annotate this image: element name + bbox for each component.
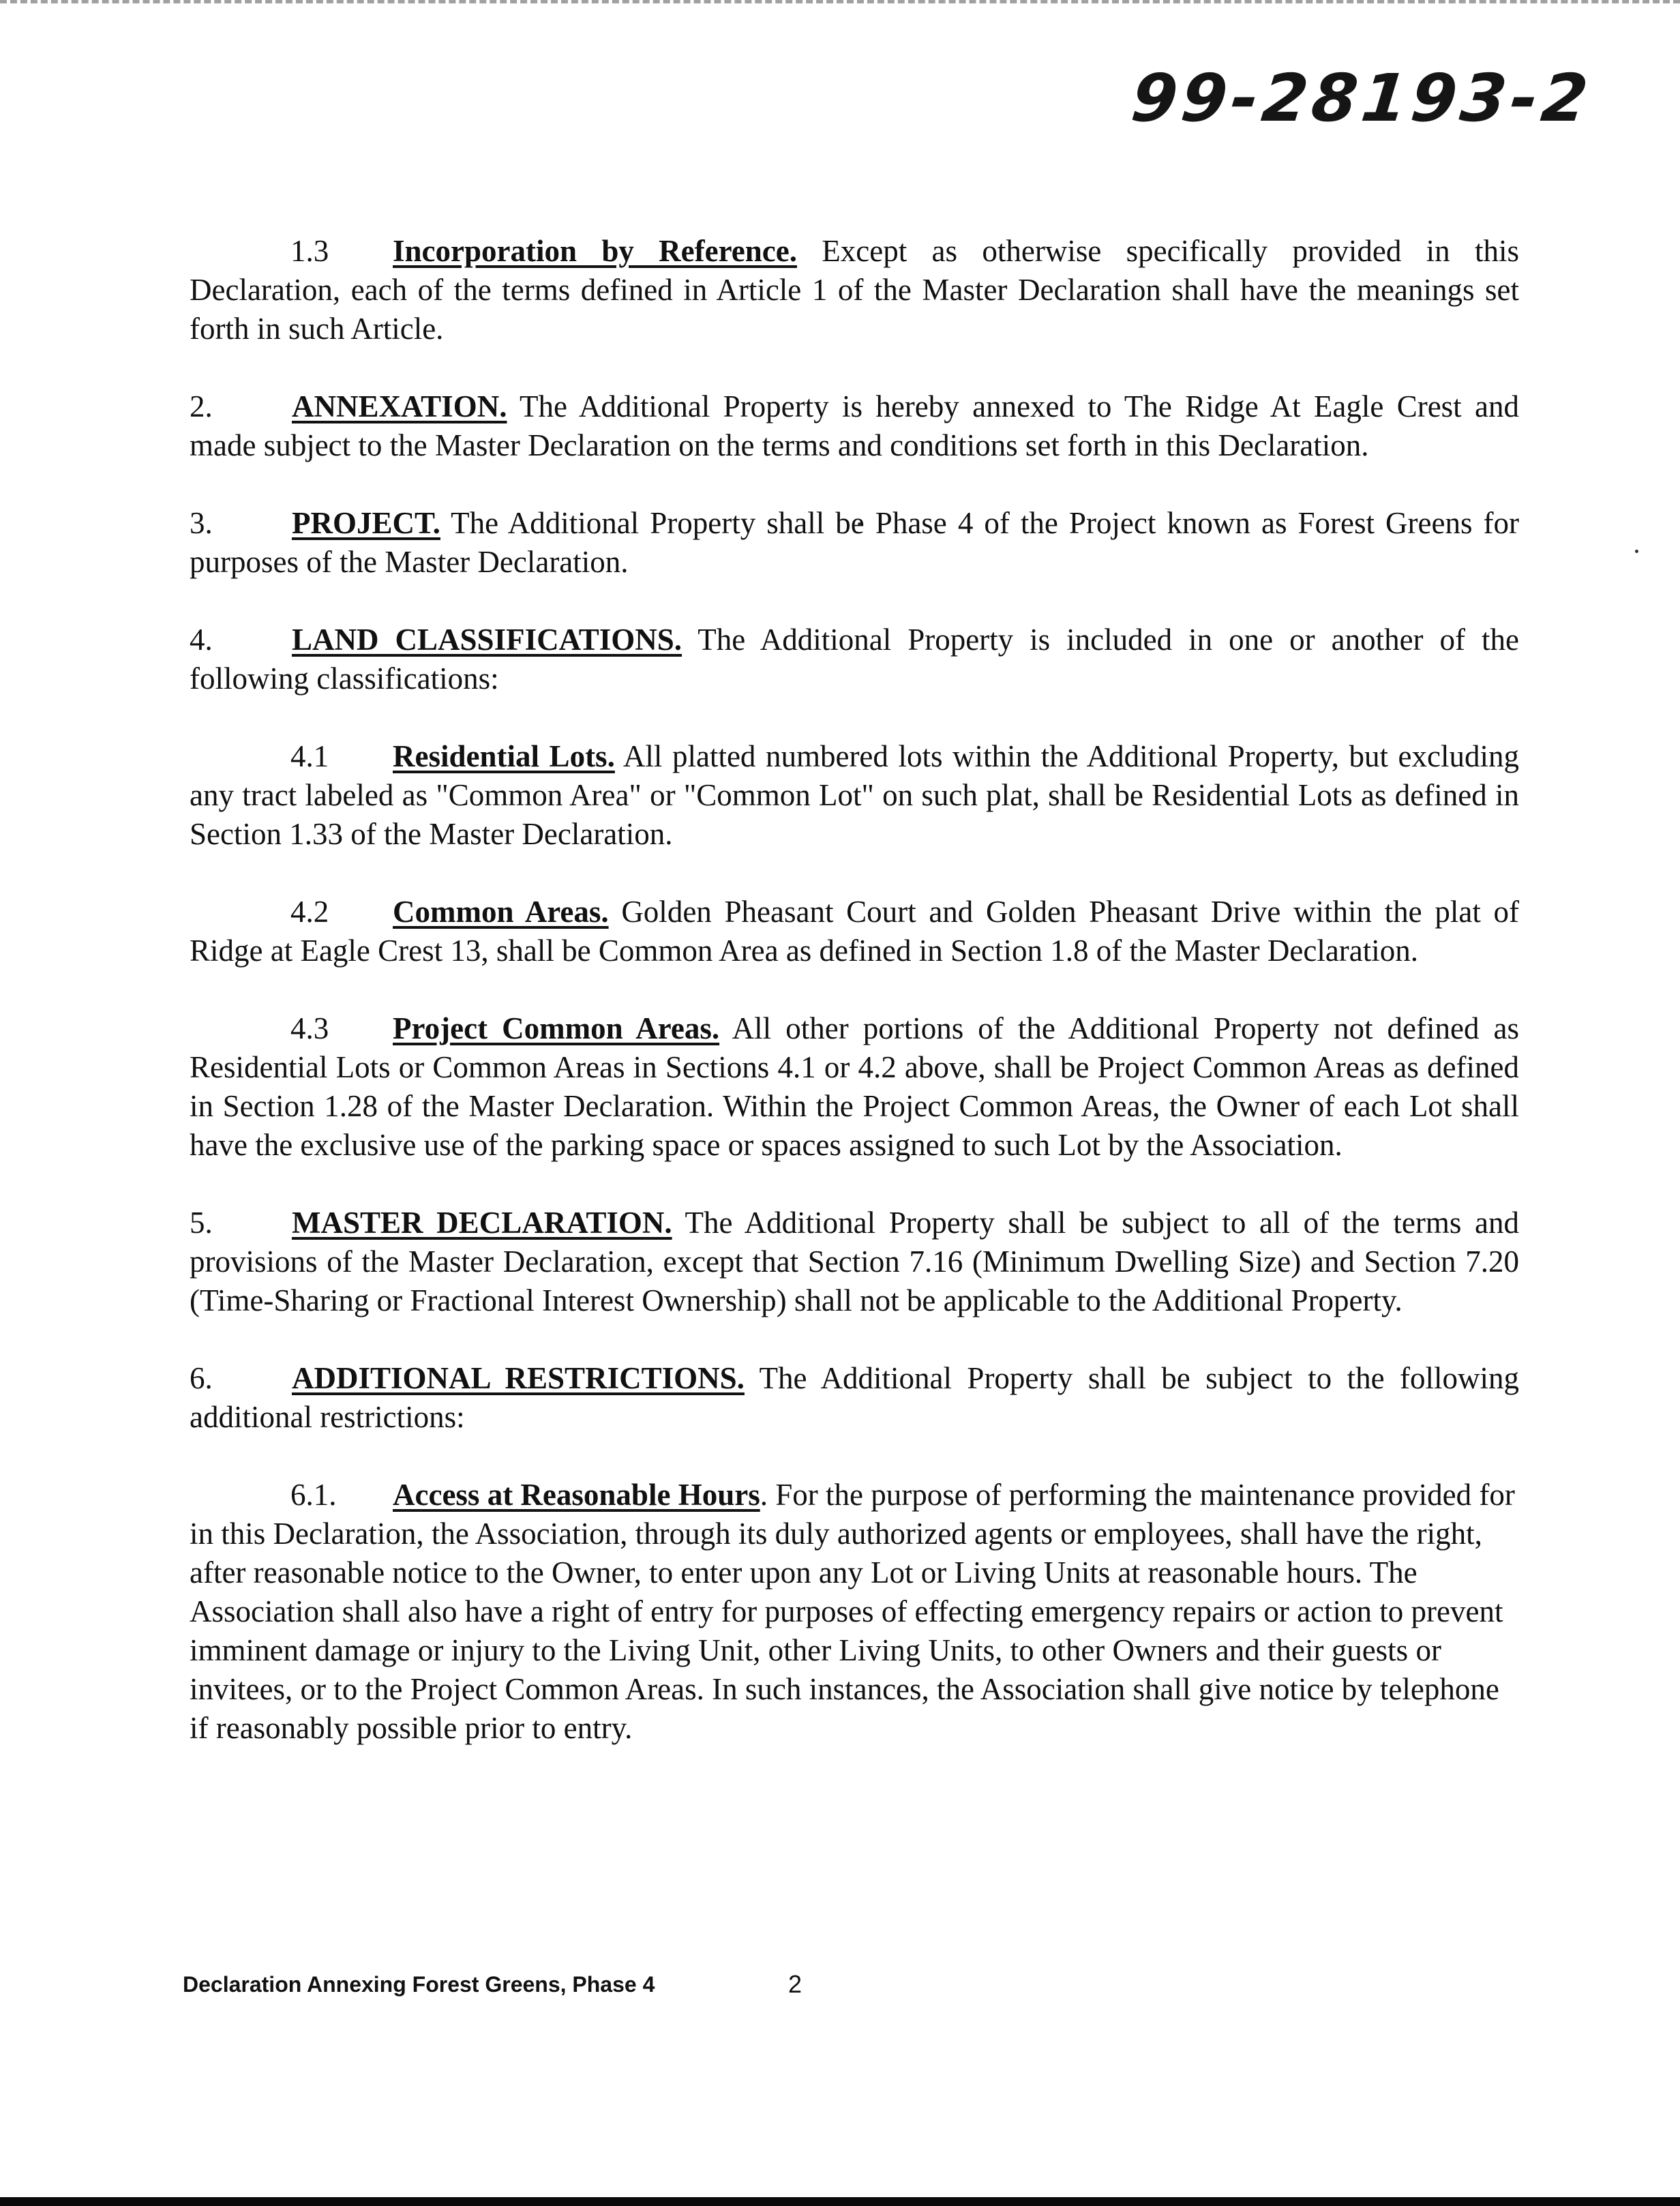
section-heading: ANNEXATION. [292, 389, 507, 423]
paragraph-4 [190, 621, 1519, 698]
paragraph-3 [190, 504, 1519, 582]
section-text: The Additional Property is hereby annexed to The Ridge At Eagle Crest and made subject to the Master Declaration on the terms and conditions set forth in this Declaration. [190, 389, 1520, 462]
section-heading: LAND CLASSIFICATIONS. [292, 623, 682, 657]
document-body [190, 232, 1519, 1787]
paragraph-2 [190, 387, 1519, 465]
section-text: The Additional Property is included in one or another of the following classifications: [190, 623, 1519, 696]
footer-title: Declaration Annexing Forest Greens, Phase 4 [183, 1972, 655, 1997]
paragraph-4-3 [190, 1009, 1519, 1165]
paragraph-1-3 [190, 232, 1519, 348]
page-number: 2 [788, 1970, 802, 1998]
section-heading: MASTER DECLARATION. [292, 1206, 672, 1240]
section-heading: Residential Lots. [393, 739, 615, 773]
section-number: 4.3 [290, 1011, 329, 1045]
section-number: 6.1. [290, 1478, 337, 1512]
section-heading: ADDITIONAL RESTRICTIONS. [292, 1361, 745, 1395]
paragraph-5 [190, 1204, 1519, 1320]
section-text: Except as otherwise specifically provided in this Declaration, each of the terms defined in Article 1 of the Master Declaration shall have the meanings set forth in such Article. [190, 234, 1520, 346]
section-heading: Access at Reasonable Hours [393, 1478, 760, 1512]
section-heading: Common Areas. [393, 895, 609, 929]
section-text: All other portions of the Additional Property not defined as Residential Lots or Common Areas in Sections 4.1 or 4.2 above, shall be Project Common Areas as defined in Section 1.28 of the Master Declaration. Within the Project Common Areas, the Owner of each Lot shall have the exclusive use of the parking space or spaces assigned to such Lot by the Association. [190, 1011, 1519, 1162]
section-number: 4.2 [290, 895, 329, 929]
section-text: The Additional Property shall be Phase 4 of the Project known as Forest Greens for purposes of the Master Declaration. [190, 506, 1519, 579]
section-heading: Incorporation by Reference. [393, 234, 797, 268]
section-text: . For the purpose of performing the maintenance provided for in this Declaration, the Association, through its duly authorized agents or employees, shall have the right, after reasonable notice to the Owner, to enter upon any Lot or Living Units at reasonable hours. The Association shall also have a right of entry for purposes of effecting emergency repairs or action to prevent imminent damage or injury to the Living Unit, other Living Units, to other Owners and their guests or invitees, or to the Project Common Areas. In such instances, the Association shall give notice by telephone if reasonably possible prior to entry. [190, 1478, 1515, 1745]
section-number: 3. [190, 506, 213, 540]
handwritten-document-number: 99-28193-2 [1128, 60, 1595, 136]
section-text: Golden Pheasant Court and Golden Pheasant Drive within the plat of Ridge at Eagle Crest 13, shall be Common Area as defined in Section 1.8 of the Master Declaration. [190, 895, 1520, 968]
section-number: 4. [190, 623, 213, 657]
scan-bottom-edge [0, 2197, 1680, 2206]
paragraph-6 [190, 1359, 1519, 1437]
scan-speck [1635, 550, 1638, 553]
section-heading: PROJECT. [292, 506, 440, 540]
section-number: 2. [190, 389, 213, 423]
section-heading: Project Common Areas. [393, 1011, 720, 1045]
section-text: All platted numbered lots within the Additional Property, but excluding any tract labeled as "Common Area" or "Common Lot" on such plat, shall be Residential Lots as defined in Section 1.33 of the Master Declaration. [190, 739, 1520, 851]
section-number: 4.1 [290, 739, 329, 773]
paragraph-6-1 [190, 1476, 1519, 1748]
section-text: The Additional Property shall be subject to the following additional restrictions: [190, 1361, 1520, 1434]
section-number: 1.3 [290, 234, 329, 268]
paragraph-4-2 [190, 893, 1519, 970]
scan-top-edge [0, 0, 1680, 3]
section-number: 6. [190, 1361, 213, 1395]
paragraph-4-1 [190, 737, 1519, 854]
section-text: The Additional Property shall be subject to all of the terms and provisions of the Master Declaration, except that Section 7.16 (Minimum Dwelling Size) and Section 7.20 (Time-Sharing or Fractional Interest Ownership) shall not be applicable to the Additional Property. [190, 1206, 1520, 1317]
section-number: 5. [190, 1206, 213, 1240]
